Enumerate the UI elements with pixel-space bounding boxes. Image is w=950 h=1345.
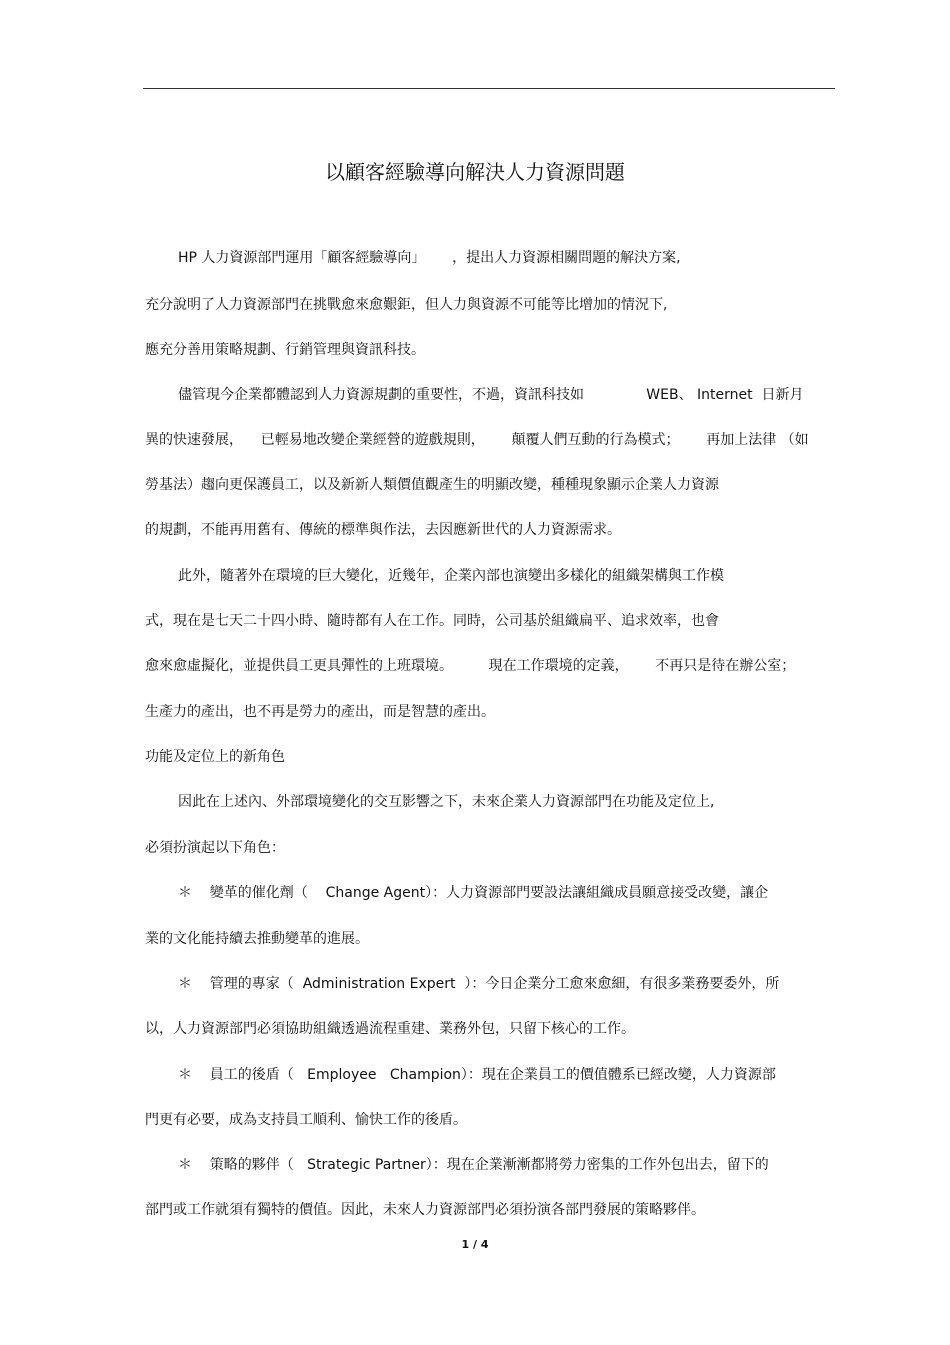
header-rule <box>143 88 835 89</box>
role-item-continuation: 業的文化能持續去推動變革的進展。 <box>145 931 369 947</box>
role-item-administration-expert: ＊ 管理的專家（ Administration Expert ）：今日企業分工愈來愈細，有很多業務要委外，所 <box>178 976 780 992</box>
role-item-continuation: 門更有必要，成為支持員工順利、愉快工作的後盾。 <box>145 1112 467 1128</box>
paragraph-line: 生產力的產出，也不再是勞力的產出，而是智慧的產出。 <box>145 704 495 720</box>
paragraph-line: 勞基法）趨向更保護員工，以及新新人類價值觀產生的明顯改變，種種現象顯示企業人力資源 <box>145 477 719 493</box>
paragraph-line: 儘管現今企業都體認到人力資源規劃的重要性，不過，資訊科技如 WEB、 Internet 日新月 <box>178 387 804 403</box>
paragraph-line: 應充分善用策略規劃、行銷管理與資訊科技。 <box>145 342 425 358</box>
paragraph-line: 的規劃，不能再用舊有、傳統的標準與作法，去因應新世代的人力資源需求。 <box>145 522 621 538</box>
role-item-continuation: 以，人力資源部門必須協助組織透過流程重建、業務外包，只留下核心的工作。 <box>145 1021 635 1037</box>
role-item-employee-champion: ＊ 員工的後盾（ Employee Champion）：現在企業員工的價值體系已經改變，人力資源部 <box>178 1067 776 1083</box>
role-item-strategic-partner: ＊ 策略的夥伴（ Strategic Partner）：現在企業漸漸都將勞力密集的工作外包出去，留下的 <box>178 1157 769 1173</box>
paragraph-line: 因此在上述內、外部環境變化的交互影響之下，未來企業人力資源部門在功能及定位上, <box>178 794 715 810</box>
paragraph-line: 此外，隨著外在環境的巨大變化，近幾年，企業內部也演變出多樣化的組織架構與工作模 <box>178 568 724 584</box>
paragraph-line: 愈來愈虛擬化，並提供員工更具彈性的上班環境。 現在工作環境的定義， 不再只是待在辦公室； <box>145 658 796 674</box>
paragraph-line: 式，現在是七天二十四小時、隨時都有人在工作。同時，公司基於組織扁平、追求效率，也會 <box>145 613 719 629</box>
paragraph-line: 異的快速發展， 已輕易地改變企業經營的遊戲規則， 顛覆人們互動的行為模式； 再加上法律 （如 <box>145 432 809 448</box>
paragraph-line: HP 人力資源部門運用「顧客經驗導向」 ，提出人力資源相關問題的解決方案, <box>178 250 681 266</box>
paragraph-line: 充分說明了人力資源部門在挑戰愈來愈艱鉅，但人力與資源不可能等比增加的情況下, <box>145 297 668 313</box>
section-heading: 功能及定位上的新角色 <box>145 749 285 765</box>
paragraph-line: 必須扮演起以下角色： <box>145 840 285 856</box>
page-number: 1 / 4 <box>461 1238 489 1251</box>
role-item-change-agent: ＊ 變革的催化劑（ Change Agent）：人力資源部門要設法讓組織成員願意接受改變，讓企 <box>178 885 769 901</box>
document-title: 以顧客經驗導向解決人力資源問題 <box>325 160 625 184</box>
role-item-continuation: 部門或工作就須有獨特的價值。因此，未來人力資源部門必須扮演各部門發展的策略夥伴。 <box>145 1202 705 1218</box>
